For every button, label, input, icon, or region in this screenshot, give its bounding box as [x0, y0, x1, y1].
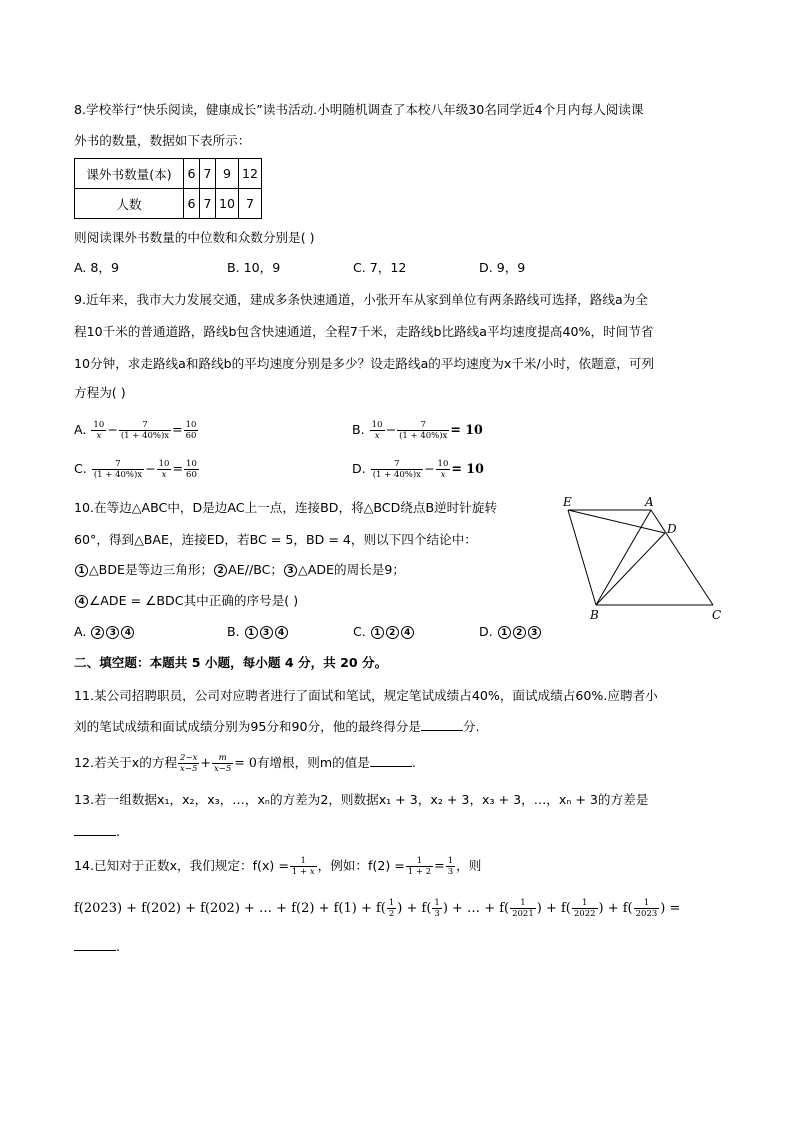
table-cell: 课外书数量(本) — [75, 159, 184, 189]
q10-option-b[interactable]: B. 1 3 4 — [227, 622, 289, 642]
fraction: $\frac{7}{(1 + 40\%)x}$ — [372, 459, 421, 480]
circled-number-2: 2 — [214, 564, 227, 577]
q14-line1: 14.已知对于正数x，我们规定：f(x) = $\frac{1}{1 + x}$ ，例如：f(2) = $\frac{1}{1 + 2}$ = $\frac{1}{3}$ ，则 — [74, 856, 482, 877]
table-cell: 10 — [216, 189, 239, 219]
q13-line1: 13.若一组数据x₁，x₂，x₃，…，xₙ的方差为2，则数据x₁ + 3，x₂ + 3，x₃ + 3，…，xₙ + 3的方差是 — [74, 792, 649, 807]
section-2-heading: 二、填空题：本题共 5 小题，每小题 4 分，共 20 分。 — [74, 655, 388, 670]
q8-question: 则阅读课外书数量的中位数和众数分别是( ) — [74, 230, 315, 245]
conclusion-1: △BDE是等边三角形； — [89, 562, 214, 577]
label-A: A — [645, 495, 654, 509]
circled-number-1: 1 — [75, 564, 88, 577]
option-label: C. — [74, 461, 87, 476]
conclusion-2: AE//BC； — [228, 562, 284, 577]
q8-option-b[interactable]: B. 10，9 — [227, 260, 281, 275]
fraction: $\frac{1}{3}$ — [447, 856, 454, 877]
fraction: $\frac{10}{x}$ — [437, 459, 449, 480]
fraction: $\frac{10}{x}$ — [371, 420, 383, 441]
table-cell: 6 — [184, 159, 200, 189]
q8-line1: 8.学校举行“快乐阅读，健康成长”读书活动.小明随机调查了本校八年级30名同学近4个月内每人阅读课 — [74, 102, 644, 117]
q10-option-c[interactable]: C. 1 2 4 — [353, 622, 415, 642]
q14-line2: f(2023) + f(202) + f(202) + … + f(2) + f(1) + f( $\frac{1}{2}$ ) + f( $\frac{1}{3}$ ) + … + f( $\frac{1}{2021}$ ) + f( $\frac{1}{2022}$ ) + f( $\frac{1}{2023}$ ) = — [74, 898, 681, 919]
q13-line2: . — [74, 821, 120, 842]
table-row — [75, 189, 262, 219]
label-B: B — [590, 608, 599, 622]
option-label: D. — [352, 461, 366, 476]
fraction: $\frac{7}{(1 + 40\%)x}$ — [120, 420, 170, 441]
q8-option-a[interactable]: A. 8，9 — [74, 260, 120, 275]
q9-option-b[interactable]: B. $\frac{10}{x}$ − $\frac{7}{(1 + 40\%)x}$ = 10 — [352, 420, 483, 441]
q8-line2: 外书的数量，数据如下表所示： — [74, 133, 251, 148]
answer-blank[interactable] — [74, 821, 116, 836]
q10-option-a[interactable]: A. 2 3 4 — [74, 622, 135, 642]
q10-geometry-figure — [555, 495, 730, 630]
q14-line3: . — [74, 936, 120, 957]
option-label: B. — [352, 422, 365, 437]
segment-ED — [568, 510, 665, 533]
q12-line: 12.若关于x的方程 $\frac{2-x}{x-5}$ + $\frac{m}{x-5}$ = 0有增根，则m的值是 . — [74, 753, 416, 774]
q8-table — [74, 158, 262, 219]
q10-line2: 60°，得到△BAE，连接ED，若BC = 5，BD = 4，则以下四个结论中： — [74, 532, 477, 547]
table-cell: 9 — [216, 159, 239, 189]
fraction: $\frac{1}{1 + 2}$ — [407, 856, 432, 877]
conclusion-4: ∠ADE = ∠BDC其中正确的序号是( ) — [89, 593, 299, 608]
conclusion-3: △ADE的周长是9； — [298, 562, 405, 577]
fraction: $\frac{10}{60}$ — [186, 459, 197, 480]
q9-line3: 10分钟，求走路线a和路线b的平均速度分别是多少？设走路线a的平均速度为x千米/小时，依题意，可列 — [74, 356, 655, 371]
fraction: $\frac{10}{x}$ — [158, 459, 170, 480]
table-cell: 6 — [184, 189, 200, 219]
option-label: A. — [74, 422, 87, 437]
table-row — [75, 159, 262, 189]
option-label: A. — [74, 624, 87, 639]
fraction: $\frac{7}{(1 + 40\%)x}$ — [399, 420, 448, 441]
label-E: E — [563, 495, 572, 509]
q11-line2: 刘的笔试成绩和面试成绩分别为95分和90分，他的最终得分是 分. — [74, 716, 480, 737]
circled-number-3: 3 — [284, 564, 297, 577]
equation-rhs: = 10 — [451, 461, 484, 476]
q10-line1: 10.在等边△ABC中，D是边AC上一点，连接BD，将△BCD绕点B逆时针旋转 — [74, 500, 498, 515]
fraction: $\frac{10}{x}$ — [93, 420, 105, 441]
label-C: C — [712, 608, 722, 622]
q10-conclusions-line1 — [74, 560, 405, 580]
segment-EB — [568, 510, 596, 605]
option-label: B. — [227, 624, 240, 639]
q10-option-d[interactable]: D. 1 2 3 — [479, 622, 542, 642]
circled-number-4: 4 — [75, 595, 88, 608]
table-cell: 7 — [200, 189, 216, 219]
q9-option-c[interactable]: C. $\frac{7}{(1 + 40\%)x}$ − $\frac{10}{x}$ = $\frac{10}{60}$ — [74, 459, 197, 480]
fraction: $\frac{1}{1 + x}$ — [291, 856, 315, 877]
option-label: C. — [353, 624, 366, 639]
q9-line1: 9.近年来，我市大力发展交通，建成多条快速通道，小张开车从家到单位有两条路线可选择，路线a为全 — [74, 292, 648, 307]
option-label: D. — [479, 624, 493, 639]
q8-option-d[interactable]: D. 9，9 — [479, 260, 526, 275]
q9-line4: 方程为( ) — [74, 385, 126, 400]
segment-BD — [596, 533, 665, 605]
q11-line1: 11.某公司招聘职员，公司对应聘者进行了面试和笔试，规定笔试成绩占40%，面试成绩占60%.应聘者小 — [74, 688, 658, 703]
q9-line2: 程10千米的普通道路，路线b包含快速通道，全程7千米，走路线b比路线a平均速度提高40%，时间节省 — [74, 324, 654, 339]
q10-conclusions-line2 — [74, 591, 298, 611]
segment-AB — [596, 510, 651, 605]
answer-blank[interactable] — [74, 936, 116, 951]
table-cell: 7 — [239, 189, 262, 219]
fraction: $\frac{2-x}{x-5}$ — [180, 753, 198, 774]
answer-blank[interactable] — [421, 716, 463, 731]
fraction: $\frac{10}{60}$ — [185, 420, 197, 441]
equation-rhs: = 10 — [450, 422, 483, 437]
table-cell: 7 — [200, 159, 216, 189]
table-cell: 人数 — [75, 189, 184, 219]
answer-blank[interactable] — [370, 752, 412, 767]
segment-AC — [651, 510, 713, 605]
q8-option-c[interactable]: C. 7，12 — [353, 260, 407, 275]
label-D: D — [667, 522, 677, 536]
table-cell: 12 — [239, 159, 262, 189]
q9-option-a[interactable]: A. $\frac{10}{x}$ − $\frac{7}{(1 + 40\%)x}$ = $\frac{10}{60}$ — [74, 420, 197, 441]
q9-option-d[interactable]: D. $\frac{7}{(1 + 40\%)x}$ − $\frac{10}{x}$ = 10 — [352, 459, 484, 480]
fraction: $\frac{7}{(1 + 40\%)x}$ — [93, 459, 143, 480]
fraction: $\frac{m}{x-5}$ — [213, 753, 232, 774]
